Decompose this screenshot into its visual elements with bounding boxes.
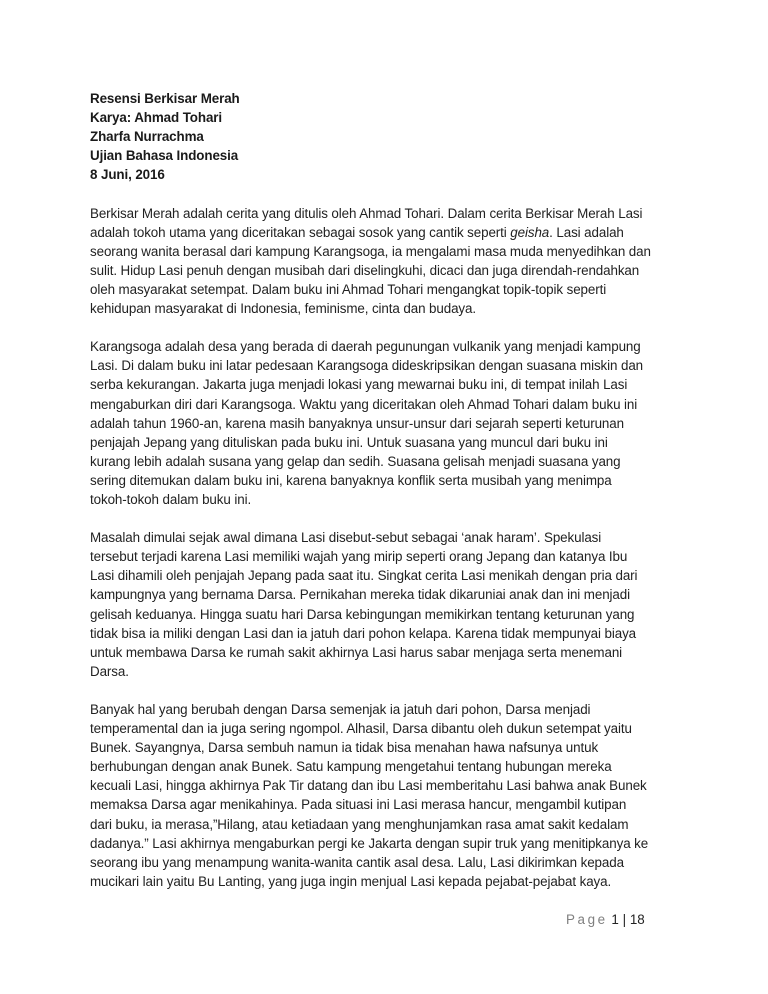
review-author: Zharfa Nurrachma (90, 129, 204, 145)
paragraph-line: seorang wanita berasal dari kampung Karangsoga, ia mengalami masa muda menyedihkan dan (90, 243, 651, 259)
review-title: Resensi Berkisar Merah (90, 91, 240, 106)
paragraph-line: Lasi dihamili oleh penjajah Jepang pada saat itu. Singkat cerita Lasi menikah dengan pria dari (90, 568, 638, 584)
paragraph-line: kurang lebih adalah susana yang gelap dan sedih. Suasana gelisah menjadi suasana yang (90, 453, 621, 469)
paragraph-conflict (90, 528, 682, 681)
paragraph-line: kampungnya yang bernama Darsa. Pernikahan mereka tidak dikaruniai anak dan ini menjadi (90, 587, 630, 603)
paragraph-line: adalah tahun 1960-an, karena masih banyaknya unsur-unsur dari sejarah seperti keturunan (90, 415, 624, 431)
paragraph-setting (90, 337, 682, 509)
paragraph-line: tersebut terjadi karena Lasi memiliki wajah yang mirip seperti orang Jepang dan katanya Ibu (90, 549, 628, 565)
paragraph-line: Berkisar Merah adalah cerita yang ditulis oleh Ahmad Tohari. Dalam cerita Berkisar Merah Lasi (90, 205, 643, 221)
page-separator: | (622, 912, 627, 927)
page-label: Page (566, 912, 608, 927)
paragraph-line: mucikari lain yaitu Bu Lanting, yang juga ingin menjual Lasi kepada pejabat-pejabat kaya. (90, 873, 612, 889)
paragraph-line: dari buku, ia merasa,”Hilang, atau ketiadaan yang menghunjamkan rasa amat sakit kedalam (90, 816, 629, 832)
paragraph-line: Darsa. (90, 663, 129, 679)
book-author: Karya: Ahmad Tohari (90, 110, 223, 126)
paragraph-spacer (90, 184, 682, 203)
paragraph-line: tokoh-tokoh dalam buku ini. (90, 491, 252, 507)
paragraph-line: penjajah Jepang yang dituliskan pada buku ini. Untuk suasana yang muncul dari buku ini (90, 434, 608, 450)
paragraph-line: Lasi. Di dalam buku ini latar pedesaan Karangsoga dideskripsikan dengan suasana miskin dan (90, 358, 644, 374)
text-fragment: . Lasi adalah (549, 224, 624, 240)
paragraph-line: Karangsoga adalah desa yang berada di daerah pegunungan vulkanik yang menjadi kampung (90, 339, 641, 355)
paragraph-spacer (90, 318, 682, 337)
paragraph-line (90, 223, 682, 242)
paragraph-line: tidak bisa ia miliki dengan Lasi dan ia jatuh dari pohon kelapa. Karena tidak mempunyai biaya (90, 625, 637, 641)
document-body (90, 89, 682, 891)
paragraph-line: memaksa Darsa agar menikahinya. Pada situasi ini Lasi merasa hancur, mengambil kutipan (90, 797, 627, 813)
paragraph-plot (90, 700, 682, 891)
text-fragment: adalah tokoh utama yang diceritakan sebagai sosok yang cantik seperti (90, 224, 511, 240)
paragraph-line: sulit. Hidup Lasi penuh dengan musibah dari diselingkuhi, dicaci dan juga direndah-rendahkan (90, 262, 640, 278)
paragraph-line: sering ditemukan dalam buku ini, karena banyaknya konflik serta musibah yang menimpa (90, 472, 612, 488)
paragraph-line: mengaburkan diri dari Karangsoga. Waktu yang diceritakan oleh Ahmad Tohari dalam buku ini (90, 396, 638, 412)
exam-subject: Ujian Bahasa Indonesia (90, 148, 239, 164)
paragraph-line: serba kekurangan. Jakarta juga menjadi lokasi yang mewarnai buku ini, di tempat inilah Lasi (90, 377, 628, 393)
page-number: 1 (611, 912, 619, 927)
paragraph-spacer (90, 509, 682, 528)
paragraph-line: dadanya.” Lasi akhirnya mengaburkan pergi ke Jakarta dengan supir truk yang menitipkanya ke (90, 835, 649, 851)
page-footer (566, 912, 645, 927)
paragraph-line: seorang ibu yang menampung wanita-wanita cantik asal desa. Lalu, Lasi dikirimkan kepada (90, 854, 624, 870)
paragraph-line: kecuali Lasi, hingga akhirnya Pak Tir datang dan ibu Lasi memberitahu Lasi bahwa anak Bunek (90, 778, 647, 794)
paragraph-intro (90, 204, 682, 319)
document-header (90, 89, 682, 184)
italic-term: geisha (510, 224, 550, 240)
paragraph-line: Bunek. Sayangnya, Darsa sembuh namun ia tidak bisa menahan hawa nafsunya untuk (90, 740, 599, 756)
document-date: 8 Juni, 2016 (90, 167, 165, 183)
paragraph-line: Banyak hal yang berubah dengan Darsa semenjak ia jatuh dari pohon, Darsa menjadi (90, 702, 591, 717)
paragraph-line: berhubungan dengan anak Bunek. Satu kampung mengetahui tentang hubungan mereka (90, 759, 612, 775)
paragraph-line: gelisah keduanya. Hingga suatu hari Darsa kebingungan memikirkan tentang keturunan yang (90, 606, 635, 622)
paragraph-line: oleh masyarakat setempat. Dalam buku ini Ahmad Tohari mengangkat topik-topik seperti (90, 281, 607, 297)
paragraph-line: temperamental dan ia juga sering ngompol. Alhasil, Darsa dibantu oleh dukun setempat yaitu (90, 721, 632, 737)
paragraph-line: untuk membawa Darsa ke rumah sakit akhirnya Lasi harus sabar menjaga serta menemani (90, 644, 623, 660)
paragraph-spacer (90, 681, 682, 700)
paragraph-line: Masalah dimulai sejak awal dimana Lasi disebut-sebut sebagai ‘anak haram’. Spekulasi (90, 530, 602, 546)
paragraph-line: kehidupan masyarakat di Indonesia, feminisme, cinta dan budaya. (90, 301, 476, 317)
total-pages: 18 (629, 912, 645, 927)
